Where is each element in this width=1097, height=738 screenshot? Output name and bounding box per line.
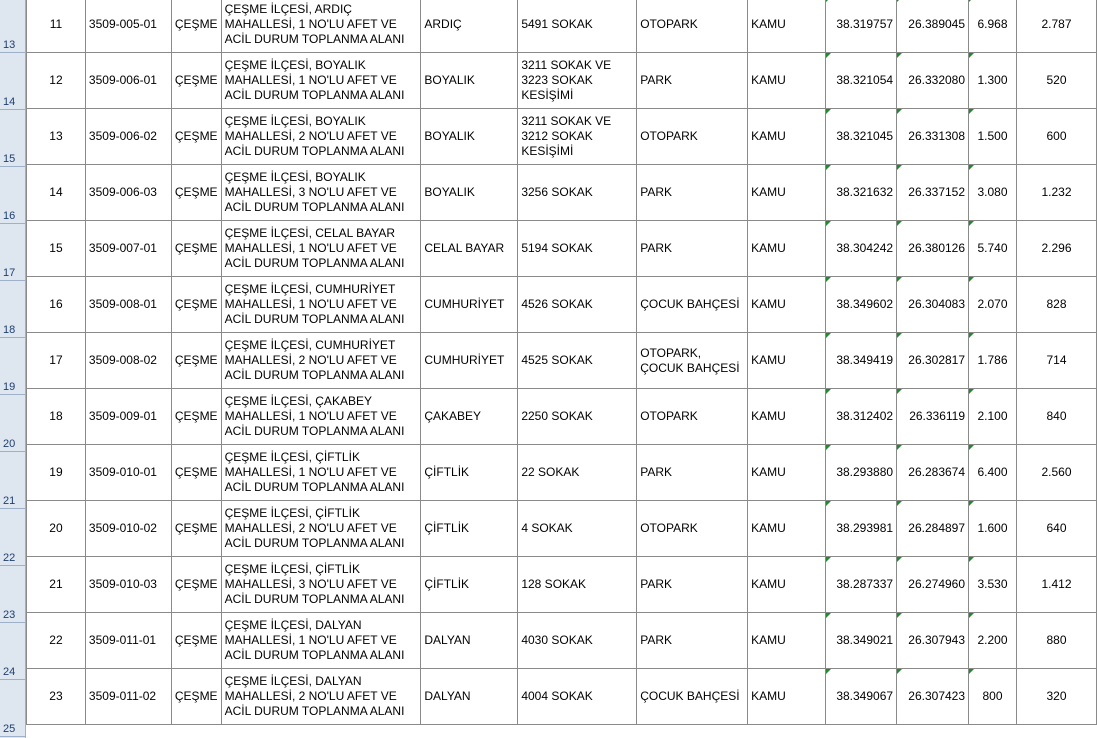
- cell-sequence-no[interactable]: 11: [27, 0, 86, 53]
- cell-longitude[interactable]: 26.337152: [897, 165, 969, 221]
- cell-ownership[interactable]: KAMU: [748, 221, 826, 277]
- cell-ownership[interactable]: KAMU: [748, 165, 826, 221]
- cell-area-m2[interactable]: 1.786: [969, 333, 1017, 389]
- cell-capacity[interactable]: 2.560: [1017, 445, 1097, 501]
- row-number: 17: [3, 267, 16, 279]
- cell-area-type[interactable]: PARK: [637, 53, 748, 109]
- cell-area-code[interactable]: 3509-006-02: [85, 109, 171, 165]
- cell-ownership[interactable]: KAMU: [748, 557, 826, 613]
- cell-ownership[interactable]: KAMU: [748, 277, 826, 333]
- cell-area-type[interactable]: PARK: [637, 165, 748, 221]
- cell-latitude[interactable]: 38.304242: [826, 221, 897, 277]
- cell-area-m2[interactable]: 6.968: [969, 0, 1017, 53]
- cell-area-name[interactable]: ÇEŞME İLÇESİ, ÇİFTLİK MAHALLESİ, 2 NO'LU AFET VE ACİL DURUM TOPLANMA ALANI: [221, 501, 421, 557]
- cell-latitude[interactable]: 38.349067: [826, 669, 897, 725]
- cell-neighborhood[interactable]: DALYAN: [421, 613, 518, 669]
- row-header[interactable]: [0, 167, 25, 224]
- cell-area-m2[interactable]: 1.500: [969, 109, 1017, 165]
- cell-ownership[interactable]: KAMU: [748, 501, 826, 557]
- row-header[interactable]: [0, 680, 25, 737]
- cell-area-m2[interactable]: 2.200: [969, 613, 1017, 669]
- cell-longitude[interactable]: 26.284897: [897, 501, 969, 557]
- cell-longitude[interactable]: 26.307423: [897, 669, 969, 725]
- cell-capacity[interactable]: 1.412: [1017, 557, 1097, 613]
- cell-ownership[interactable]: KAMU: [748, 389, 826, 445]
- cell-latitude[interactable]: 38.349021: [826, 613, 897, 669]
- cell-area-type[interactable]: OTOPARK: [637, 0, 748, 53]
- cell-area-m2[interactable]: 2.100: [969, 389, 1017, 445]
- cell-longitude[interactable]: 26.302817: [897, 333, 969, 389]
- row-header[interactable]: [0, 53, 25, 110]
- table-row: [27, 221, 1097, 277]
- cell-ownership[interactable]: KAMU: [748, 669, 826, 725]
- table-row: [27, 501, 1097, 557]
- cell-street[interactable]: 4030 SOKAK: [518, 613, 637, 669]
- cell-ownership[interactable]: KAMU: [748, 0, 826, 53]
- cell-ownership[interactable]: KAMU: [748, 333, 826, 389]
- cell-area-m2[interactable]: 3.080: [969, 165, 1017, 221]
- cell-district[interactable]: ÇEŞME: [171, 109, 221, 165]
- table-row: [27, 669, 1097, 725]
- spreadsheet-grid: [26, 0, 1097, 725]
- row-number: 14: [3, 96, 16, 108]
- cell-district[interactable]: ÇEŞME: [171, 0, 221, 53]
- table-row: [27, 613, 1097, 669]
- cell-district[interactable]: ÇEŞME: [171, 165, 221, 221]
- cell-district[interactable]: ÇEŞME: [171, 557, 221, 613]
- cell-capacity[interactable]: 2.296: [1017, 221, 1097, 277]
- cell-sequence-no[interactable]: 14: [27, 165, 86, 221]
- cell-area-type[interactable]: PARK: [637, 557, 748, 613]
- cell-area-type[interactable]: PARK: [637, 221, 748, 277]
- cell-street[interactable]: 3256 SOKAK: [518, 165, 637, 221]
- row-number: 22: [3, 552, 16, 564]
- cell-sequence-no[interactable]: 13: [27, 109, 86, 165]
- cell-district[interactable]: ÇEŞME: [171, 669, 221, 725]
- cell-area-code[interactable]: 3509-007-01: [85, 221, 171, 277]
- cell-longitude[interactable]: 26.332080: [897, 53, 969, 109]
- cell-street[interactable]: 5491 SOKAK: [518, 0, 637, 53]
- cell-area-name[interactable]: ÇEŞME İLÇESİ, DALYAN MAHALLESİ, 1 NO'LU AFET VE ACİL DURUM TOPLANMA ALANI: [221, 613, 421, 669]
- cell-neighborhood[interactable]: ARDIÇ: [421, 0, 518, 53]
- cell-street[interactable]: 4 SOKAK: [518, 501, 637, 557]
- cell-area-m2[interactable]: 6.400: [969, 445, 1017, 501]
- table-row: [27, 277, 1097, 333]
- cell-ownership[interactable]: KAMU: [748, 445, 826, 501]
- cell-area-name[interactable]: ÇEŞME İLÇESİ, BOYALIK MAHALLESİ, 3 NO'LU AFET VE ACİL DURUM TOPLANMA ALANI: [221, 165, 421, 221]
- cell-area-m2[interactable]: 3.530: [969, 557, 1017, 613]
- table-row: [27, 445, 1097, 501]
- cell-area-m2[interactable]: 5.740: [969, 221, 1017, 277]
- table-row: [27, 53, 1097, 109]
- row-header[interactable]: [0, 110, 25, 167]
- row-header[interactable]: [0, 281, 25, 338]
- row-header[interactable]: [0, 566, 25, 623]
- cell-sequence-no[interactable]: 20: [27, 501, 86, 557]
- cell-neighborhood[interactable]: ÇİFTLİK: [421, 557, 518, 613]
- table-row: [27, 333, 1097, 389]
- table-row: [27, 0, 1097, 53]
- cell-area-name[interactable]: ÇEŞME İLÇESİ, DALYAN MAHALLESİ, 2 NO'LU AFET VE ACİL DURUM TOPLANMA ALANI: [221, 669, 421, 725]
- cell-capacity[interactable]: 714: [1017, 333, 1097, 389]
- cell-latitude[interactable]: 38.293981: [826, 501, 897, 557]
- cell-area-m2[interactable]: 800: [969, 669, 1017, 725]
- table-row: [27, 109, 1097, 165]
- cell-area-code[interactable]: 3509-010-03: [85, 557, 171, 613]
- cell-sequence-no[interactable]: 15: [27, 221, 86, 277]
- cell-longitude[interactable]: 26.389045: [897, 0, 969, 53]
- cell-area-code[interactable]: 3509-008-02: [85, 333, 171, 389]
- cell-ownership[interactable]: KAMU: [748, 53, 826, 109]
- cell-sequence-no[interactable]: 22: [27, 613, 86, 669]
- cell-latitude[interactable]: 38.312402: [826, 389, 897, 445]
- row-number: 21: [3, 495, 16, 507]
- cell-area-code[interactable]: 3509-009-01: [85, 389, 171, 445]
- cell-capacity[interactable]: 840: [1017, 389, 1097, 445]
- cell-latitude[interactable]: 38.321632: [826, 165, 897, 221]
- cell-neighborhood[interactable]: BOYALIK: [421, 165, 518, 221]
- cell-neighborhood[interactable]: BOYALIK: [421, 109, 518, 165]
- cell-neighborhood[interactable]: ÇİFTLİK: [421, 501, 518, 557]
- cell-capacity[interactable]: 520: [1017, 53, 1097, 109]
- cell-latitude[interactable]: 38.321045: [826, 109, 897, 165]
- cell-district[interactable]: ÇEŞME: [171, 333, 221, 389]
- cell-neighborhood[interactable]: ÇİFTLİK: [421, 445, 518, 501]
- cell-latitude[interactable]: 38.349419: [826, 333, 897, 389]
- cell-district[interactable]: ÇEŞME: [171, 53, 221, 109]
- cell-latitude[interactable]: 38.319757: [826, 0, 897, 53]
- cell-area-type[interactable]: OTOPARK: [637, 389, 748, 445]
- row-header[interactable]: [0, 623, 25, 680]
- cell-longitude[interactable]: 26.274960: [897, 557, 969, 613]
- row-header-column: [0, 0, 26, 738]
- table-row: [27, 557, 1097, 613]
- cell-district[interactable]: ÇEŞME: [171, 389, 221, 445]
- cell-area-name[interactable]: ÇEŞME İLÇESİ, ÇİFTLİK MAHALLESİ, 3 NO'LU AFET VE ACİL DURUM TOPLANMA ALANI: [221, 557, 421, 613]
- cell-ownership[interactable]: KAMU: [748, 613, 826, 669]
- cell-capacity[interactable]: 828: [1017, 277, 1097, 333]
- cell-area-name[interactable]: ÇEŞME İLÇESİ, ÇİFTLİK MAHALLESİ, 1 NO'LU AFET VE ACİL DURUM TOPLANMA ALANI: [221, 445, 421, 501]
- row-number: 25: [3, 723, 16, 735]
- cell-capacity[interactable]: 320: [1017, 669, 1097, 725]
- cell-sequence-no[interactable]: 12: [27, 53, 86, 109]
- cell-area-code[interactable]: 3509-008-01: [85, 277, 171, 333]
- cell-district[interactable]: ÇEŞME: [171, 445, 221, 501]
- cell-longitude[interactable]: 26.331308: [897, 109, 969, 165]
- cell-street[interactable]: 4526 SOKAK: [518, 277, 637, 333]
- row-number: 20: [3, 438, 16, 450]
- row-number: 23: [3, 609, 16, 621]
- cell-area-m2[interactable]: 2.070: [969, 277, 1017, 333]
- row-header[interactable]: [0, 509, 25, 566]
- cell-area-code[interactable]: 3509-011-01: [85, 613, 171, 669]
- cell-sequence-no[interactable]: 19: [27, 445, 86, 501]
- cell-area-code[interactable]: 3509-010-02: [85, 501, 171, 557]
- cell-area-m2[interactable]: 1.300: [969, 53, 1017, 109]
- cell-sequence-no[interactable]: 23: [27, 669, 86, 725]
- row-header[interactable]: [0, 0, 25, 53]
- cell-longitude[interactable]: 26.283674: [897, 445, 969, 501]
- cell-district[interactable]: ÇEŞME: [171, 613, 221, 669]
- cell-sequence-no[interactable]: 16: [27, 277, 86, 333]
- cell-area-code[interactable]: 3509-010-01: [85, 445, 171, 501]
- row-number: 13: [3, 39, 16, 51]
- cell-district[interactable]: ÇEŞME: [171, 277, 221, 333]
- cell-latitude[interactable]: 38.287337: [826, 557, 897, 613]
- cell-longitude[interactable]: 26.307943: [897, 613, 969, 669]
- row-number: 24: [3, 666, 16, 678]
- cell-neighborhood[interactable]: CUMHURİYET: [421, 277, 518, 333]
- cell-area-type[interactable]: PARK: [637, 613, 748, 669]
- cell-capacity[interactable]: 600: [1017, 109, 1097, 165]
- cell-neighborhood[interactable]: ÇAKABEY: [421, 389, 518, 445]
- cell-latitude[interactable]: 38.321054: [826, 53, 897, 109]
- cell-street[interactable]: 3211 SOKAK VE 3212 SOKAK KESİŞİMİ: [518, 109, 637, 165]
- cell-area-code[interactable]: 3509-006-01: [85, 53, 171, 109]
- cell-area-m2[interactable]: 1.600: [969, 501, 1017, 557]
- cell-street[interactable]: 4004 SOKAK: [518, 669, 637, 725]
- row-number: 15: [3, 153, 16, 165]
- cell-area-name[interactable]: ÇEŞME İLÇESİ, CUMHURİYET MAHALLESİ, 2 NO'LU AFET VE ACİL DURUM TOPLANMA ALANI: [221, 333, 421, 389]
- cell-sequence-no[interactable]: 18: [27, 389, 86, 445]
- cell-district[interactable]: ÇEŞME: [171, 221, 221, 277]
- row-number: 16: [3, 210, 16, 222]
- row-number: 18: [3, 324, 16, 336]
- cell-sequence-no[interactable]: 21: [27, 557, 86, 613]
- cell-sequence-no[interactable]: 17: [27, 333, 86, 389]
- cell-capacity[interactable]: 640: [1017, 501, 1097, 557]
- cell-area-type[interactable]: ÇOCUK BAHÇESİ: [637, 277, 748, 333]
- cell-street[interactable]: 2250 SOKAK: [518, 389, 637, 445]
- cell-latitude[interactable]: 38.349602: [826, 277, 897, 333]
- table-row: [27, 165, 1097, 221]
- cell-area-type[interactable]: OTOPARK, ÇOCUK BAHÇESİ: [637, 333, 748, 389]
- cell-area-type[interactable]: PARK: [637, 445, 748, 501]
- cell-street[interactable]: 128 SOKAK: [518, 557, 637, 613]
- table-row: [27, 389, 1097, 445]
- cell-area-name[interactable]: ÇEŞME İLÇESİ, BOYALIK MAHALLESİ, 1 NO'LU AFET VE ACİL DURUM TOPLANMA ALANI: [221, 53, 421, 109]
- row-number: 19: [3, 381, 16, 393]
- cell-neighborhood[interactable]: DALYAN: [421, 669, 518, 725]
- cell-longitude[interactable]: 26.380126: [897, 221, 969, 277]
- cell-neighborhood[interactable]: CELAL BAYAR: [421, 221, 518, 277]
- cell-longitude[interactable]: 26.304083: [897, 277, 969, 333]
- cell-capacity[interactable]: 880: [1017, 613, 1097, 669]
- cell-area-name[interactable]: ÇEŞME İLÇESİ, ARDIÇ MAHALLESİ, 1 NO'LU AFET VE ACİL DURUM TOPLANMA ALANI: [221, 0, 421, 53]
- cell-area-name[interactable]: ÇEŞME İLÇESİ, CUMHURİYET MAHALLESİ, 1 NO'LU AFET VE ACİL DURUM TOPLANMA ALANI: [221, 277, 421, 333]
- cell-street[interactable]: 22 SOKAK: [518, 445, 637, 501]
- cell-street[interactable]: 4525 SOKAK: [518, 333, 637, 389]
- cell-area-type[interactable]: ÇOCUK BAHÇESİ: [637, 669, 748, 725]
- cell-area-code[interactable]: 3509-006-03: [85, 165, 171, 221]
- row-header[interactable]: [0, 395, 25, 452]
- row-header[interactable]: [0, 452, 25, 509]
- cell-area-name[interactable]: ÇEŞME İLÇESİ, ÇAKABEY MAHALLESİ, 1 NO'LU AFET VE ACİL DURUM TOPLANMA ALANI: [221, 389, 421, 445]
- cell-capacity[interactable]: 1.232: [1017, 165, 1097, 221]
- cell-street[interactable]: 3211 SOKAK VE 3223 SOKAK KESİŞİMİ: [518, 53, 637, 109]
- cell-area-code[interactable]: 3509-005-01: [85, 0, 171, 53]
- cell-area-name[interactable]: ÇEŞME İLÇESİ, BOYALIK MAHALLESİ, 2 NO'LU AFET VE ACİL DURUM TOPLANMA ALANI: [221, 109, 421, 165]
- row-header[interactable]: [0, 224, 25, 281]
- cell-ownership[interactable]: KAMU: [748, 109, 826, 165]
- row-header[interactable]: [0, 338, 25, 395]
- cell-latitude[interactable]: 38.293880: [826, 445, 897, 501]
- cell-area-type[interactable]: OTOPARK: [637, 501, 748, 557]
- cell-area-type[interactable]: OTOPARK: [637, 109, 748, 165]
- cell-street[interactable]: 5194 SOKAK: [518, 221, 637, 277]
- cell-district[interactable]: ÇEŞME: [171, 501, 221, 557]
- cell-neighborhood[interactable]: CUMHURİYET: [421, 333, 518, 389]
- cell-neighborhood[interactable]: BOYALIK: [421, 53, 518, 109]
- cell-area-code[interactable]: 3509-011-02: [85, 669, 171, 725]
- cell-longitude[interactable]: 26.336119: [897, 389, 969, 445]
- cell-area-name[interactable]: ÇEŞME İLÇESİ, CELAL BAYAR MAHALLESİ, 1 NO'LU AFET VE ACİL DURUM TOPLANMA ALANI: [221, 221, 421, 277]
- cell-capacity[interactable]: 2.787: [1017, 0, 1097, 53]
